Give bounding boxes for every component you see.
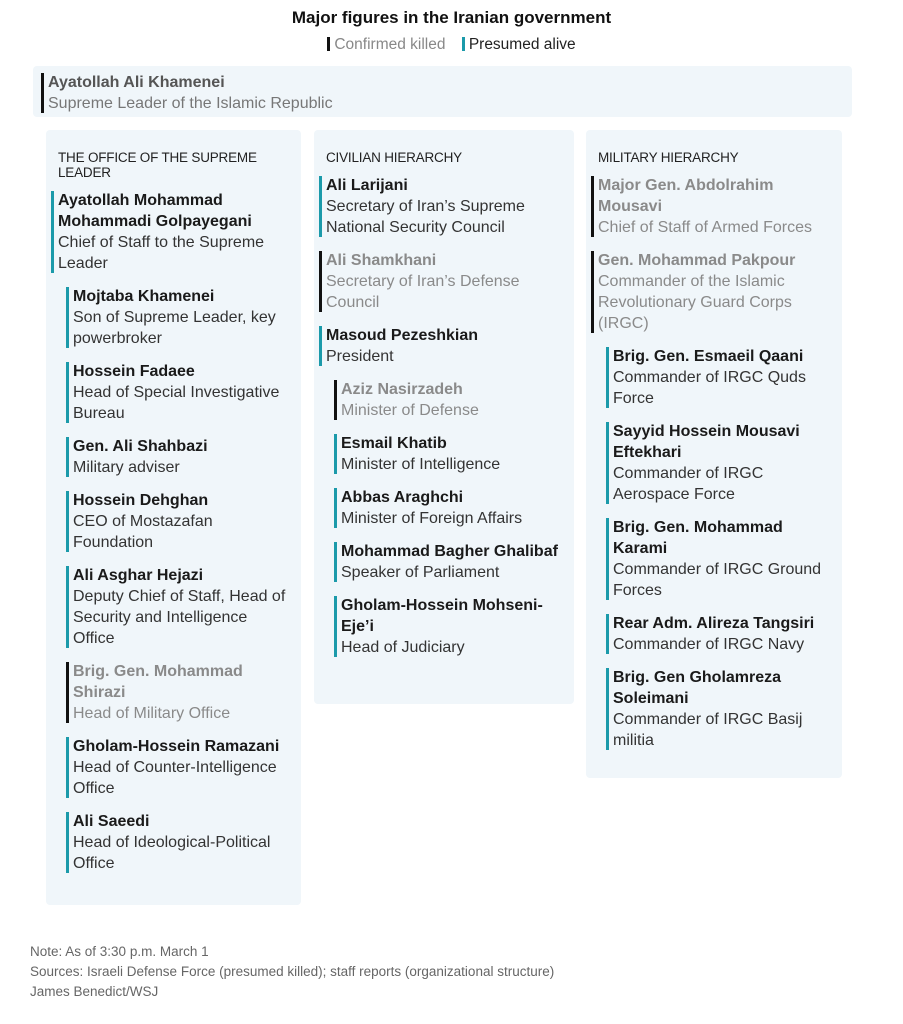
status-bar	[334, 380, 337, 420]
person-name: Ali Shamkhani	[326, 252, 437, 269]
sources: Sources: Israeli Defense Force (presumed killed); staff reports (organizational structure)	[30, 964, 555, 979]
person-role: Commander of IRGC Basij militia	[613, 711, 803, 749]
status-bar	[606, 668, 609, 750]
person-name: Abbas Araghchi	[341, 489, 464, 506]
person-role: Commander of IRGC Navy	[613, 636, 805, 653]
person-role: Speaker of Parliament	[341, 564, 500, 581]
status-bar	[606, 518, 609, 600]
person-name: Esmail Khatib	[341, 435, 447, 452]
footnotes	[30, 942, 554, 1002]
person-role: Supreme Leader of the Islamic Republic	[48, 95, 333, 112]
status-bar	[319, 251, 322, 312]
person-entry	[66, 661, 291, 724]
supreme-leader-box	[33, 66, 852, 117]
person-name: Brig. Gen. Esmaeil Qaani	[613, 348, 804, 365]
status-bar	[334, 488, 337, 528]
person-entry	[41, 72, 852, 114]
person-name: Gen. Mohammad Pakpour	[598, 252, 796, 269]
person-entry	[606, 421, 832, 505]
person-role: Commander of the Islamic Revolutionary Guard Corps (IRGC)	[598, 273, 792, 332]
killed-marker-icon	[327, 37, 330, 51]
person-entry	[334, 595, 564, 658]
person-name: Rear Adm. Alireza Tangsiri	[613, 615, 815, 632]
person-name: Brig. Gen. Mohammad Shirazi	[73, 663, 243, 701]
person-name: Sayyid Hossein Mousavi Eftekhari	[613, 423, 800, 461]
status-bar	[66, 812, 69, 873]
column-civilian-hierarchy	[314, 130, 574, 704]
person-role: Head of Ideological-Political Office	[73, 834, 271, 872]
person-entry	[606, 517, 832, 601]
legend-alive: Presumed alive	[462, 36, 576, 54]
person-name: Brig. Gen. Mohammad Karami	[613, 519, 783, 557]
person-name: Ali Saeedi	[73, 813, 150, 830]
person-role: President	[326, 348, 394, 365]
person-name: Gholam-Hossein Mohseni-Eje’i	[341, 597, 543, 635]
status-bar	[51, 191, 54, 273]
person-entry	[66, 361, 291, 424]
column-military-hierarchy	[586, 130, 842, 778]
person-entry	[319, 250, 564, 313]
person-role: Minister of Intelligence	[341, 456, 501, 473]
person-entry	[66, 811, 291, 874]
person-entry	[606, 613, 832, 655]
person-role: Commander of IRGC Quds Force	[613, 369, 806, 407]
status-bar	[319, 326, 322, 366]
person-name: Masoud Pezeshkian	[326, 327, 479, 344]
person-name: Hossein Fadaee	[73, 363, 195, 380]
person-entry	[334, 379, 564, 421]
column-office-of-supreme-leader	[46, 130, 301, 905]
person-role: Head of Military Office	[73, 705, 231, 722]
person-entry	[334, 487, 564, 529]
status-bar	[591, 176, 594, 237]
person-role: Minister of Foreign Affairs	[341, 510, 523, 527]
status-bar	[66, 437, 69, 477]
legend-killed: Confirmed killed	[327, 36, 445, 54]
person-entry	[66, 436, 291, 478]
status-bar	[66, 362, 69, 423]
person-role: Secretary of Iran’s Supreme National Security Council	[326, 198, 525, 236]
person-name: Mohammad Bagher Ghalibaf	[341, 543, 558, 560]
person-entry	[334, 541, 564, 583]
status-bar	[66, 491, 69, 552]
person-role: Deputy Chief of Staff, Head of Security and Intelligence Office	[73, 588, 286, 647]
person-entry	[319, 325, 564, 367]
status-bar	[334, 434, 337, 474]
person-role: Commander of IRGC Aerospace Force	[613, 465, 764, 503]
status-bar	[334, 542, 337, 582]
person-entry	[606, 346, 832, 409]
person-entry	[606, 667, 832, 751]
person-role: Head of Judiciary	[341, 639, 465, 656]
column-header: CIVILIAN HIERARCHY	[326, 150, 462, 165]
person-entry	[51, 190, 291, 274]
note: Note: As of 3:30 p.m. March 1	[30, 944, 209, 959]
person-name: Mojtaba Khamenei	[73, 288, 215, 305]
person-name: Ali Asghar Hejazi	[73, 567, 204, 584]
person-role: Head of Special Investigative Bureau	[73, 384, 280, 422]
status-bar	[606, 422, 609, 504]
person-entry	[334, 433, 564, 475]
person-name: Ayatollah Ali Khamenei	[48, 74, 225, 91]
person-entry	[66, 736, 291, 799]
person-entry	[66, 286, 291, 349]
person-name: Gen. Ali Shahbazi	[73, 438, 208, 455]
person-role: Son of Supreme Leader, key powerbroker	[73, 309, 276, 347]
person-entry	[319, 175, 564, 238]
status-bar	[606, 614, 609, 654]
status-bar	[66, 662, 69, 723]
credit: James Benedict/WSJ	[30, 984, 159, 999]
legend	[0, 36, 903, 54]
person-name: Ali Larijani	[326, 177, 408, 194]
column-header: THE OFFICE OF THE SUPREME LEADER	[58, 150, 257, 180]
person-role: Head of Counter-Intelligence Office	[73, 759, 277, 797]
alive-marker-icon	[462, 37, 465, 51]
person-role: CEO of Mostazafan Foundation	[73, 513, 213, 551]
status-bar	[66, 287, 69, 348]
status-bar	[591, 251, 594, 333]
person-role: Commander of IRGC Ground Forces	[613, 561, 822, 599]
person-role: Minister of Defense	[341, 402, 479, 419]
person-entry	[591, 250, 832, 334]
person-role: Chief of Staff to the Supreme Leader	[58, 234, 265, 272]
column-header: MILITARY HIERARCHY	[598, 150, 739, 165]
person-entry	[66, 565, 291, 649]
status-bar	[334, 596, 337, 657]
chart-title: Major figures in the Iranian government	[291, 8, 612, 27]
person-name: Hossein Dehghan	[73, 492, 209, 509]
status-bar	[41, 73, 44, 113]
status-bar	[319, 176, 322, 237]
person-entry	[591, 175, 832, 238]
status-bar	[66, 566, 69, 648]
person-role: Chief of Staff of Armed Forces	[598, 219, 813, 236]
person-name: Ayatollah Mohammad Mohammadi Golpayegani	[58, 192, 252, 230]
status-bar	[606, 347, 609, 408]
person-role: Military adviser	[73, 459, 180, 476]
person-name: Brig. Gen Gholamreza Soleimani	[613, 669, 782, 707]
person-entry	[66, 490, 291, 553]
status-bar	[66, 737, 69, 798]
person-name: Aziz Nasirzadeh	[341, 381, 463, 398]
person-name: Gholam-Hossein Ramazani	[73, 738, 280, 755]
person-role: Secretary of Iran’s Defense Council	[326, 273, 520, 311]
person-name: Major Gen. Abdolrahim Mousavi	[598, 177, 774, 215]
